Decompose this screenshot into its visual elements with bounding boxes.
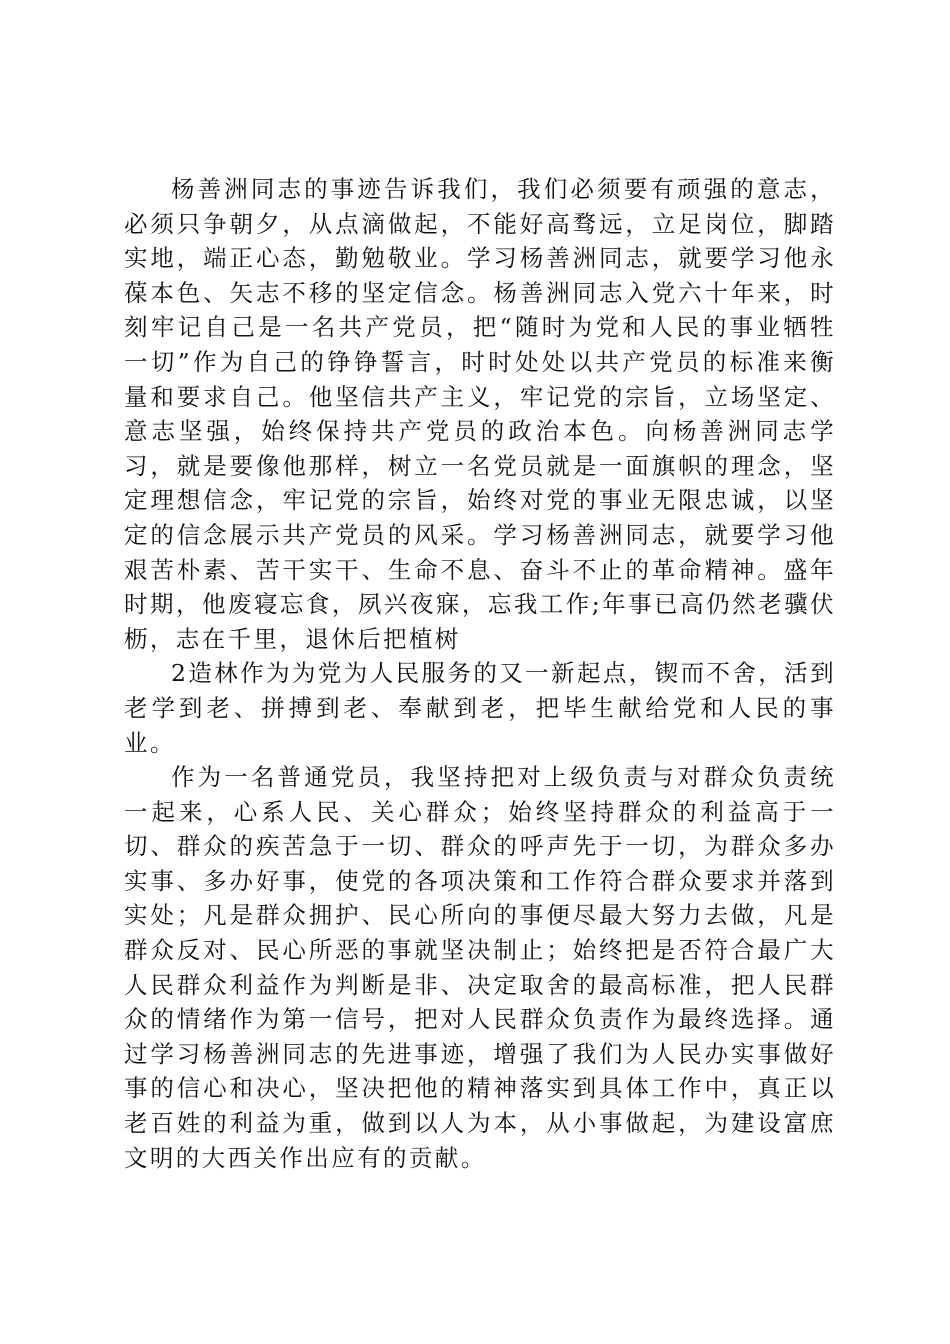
document-body xyxy=(124,172,836,1175)
paragraph-2: 2造林作为为党为人民服务的又一新起点，锲而不舍，活到老学到老、拼搏到老、奉献到老，把毕生献给党和人民的事业。 xyxy=(124,659,836,757)
paragraph-3: 作为一名普通党员，我坚持把对上级负责与对群众负责统一起来，心系人民、关心群众；始终坚持群众的利益高于一切、群众的疾苦急于一切、群众的呼声先于一切，为群众多办实事、多办好事，使党的各项决策和工作符合群众要求并落到实处；凡是群众拥护、民心所向的事便尽最大努力去做，凡是群众反对、民心所恶的事就坚决制止；始终把是否符合最广大人民群众利益作为判断是非、决定取舍的最高标准，把人民群众的情绪作为第一信号，把对人民群众负责作为最终选择。通过学习杨善洲同志的先进事迹，增强了我们为人民办实事做好事的信心和决心，坚决把他的精神落实到具体工作中，真正以老百姓的利益为重，做到以人为本，从小事做起，为建设富庶文明的大西关作出应有的贡献。 xyxy=(124,763,836,1172)
paragraph-1: 杨善洲同志的事迹告诉我们，我们必须要有顽强的意志，必须只争朝夕，从点滴做起，不能好高骛远，立足岗位，脚踏实地，端正心态，勤勉敬业。学习杨善洲同志，就要学习他永葆本色、矢志不移的坚定信念。杨善洲同志入党六十年来，时刻牢记自己是一名共产党员，把“随时为党和人民的事业牺牲一切”作为自己的铮铮誓言，时时处处以共产党员的标准来衡量和要求自己。他坚信共产主义，牢记党的宗旨，立场坚定、意志坚强，始终保持共产党员的政治本色。向杨善洲同志学习，就是要像他那样，树立一名党员就是一面旗帜的理念，坚定理想信念，牢记党的宗旨，始终对党的事业无限忠诚，以坚定的信念展示共产党员的风采。学习杨善洲同志，就要学习他艰苦朴素、苦干实干、生命不息、奋斗不止的革命精神。盛年时期，他废寝忘食，夙兴夜寐，忘我工作;年事已高仍然老骥伏枥，志在千里，退休后把植树 xyxy=(124,175,836,653)
